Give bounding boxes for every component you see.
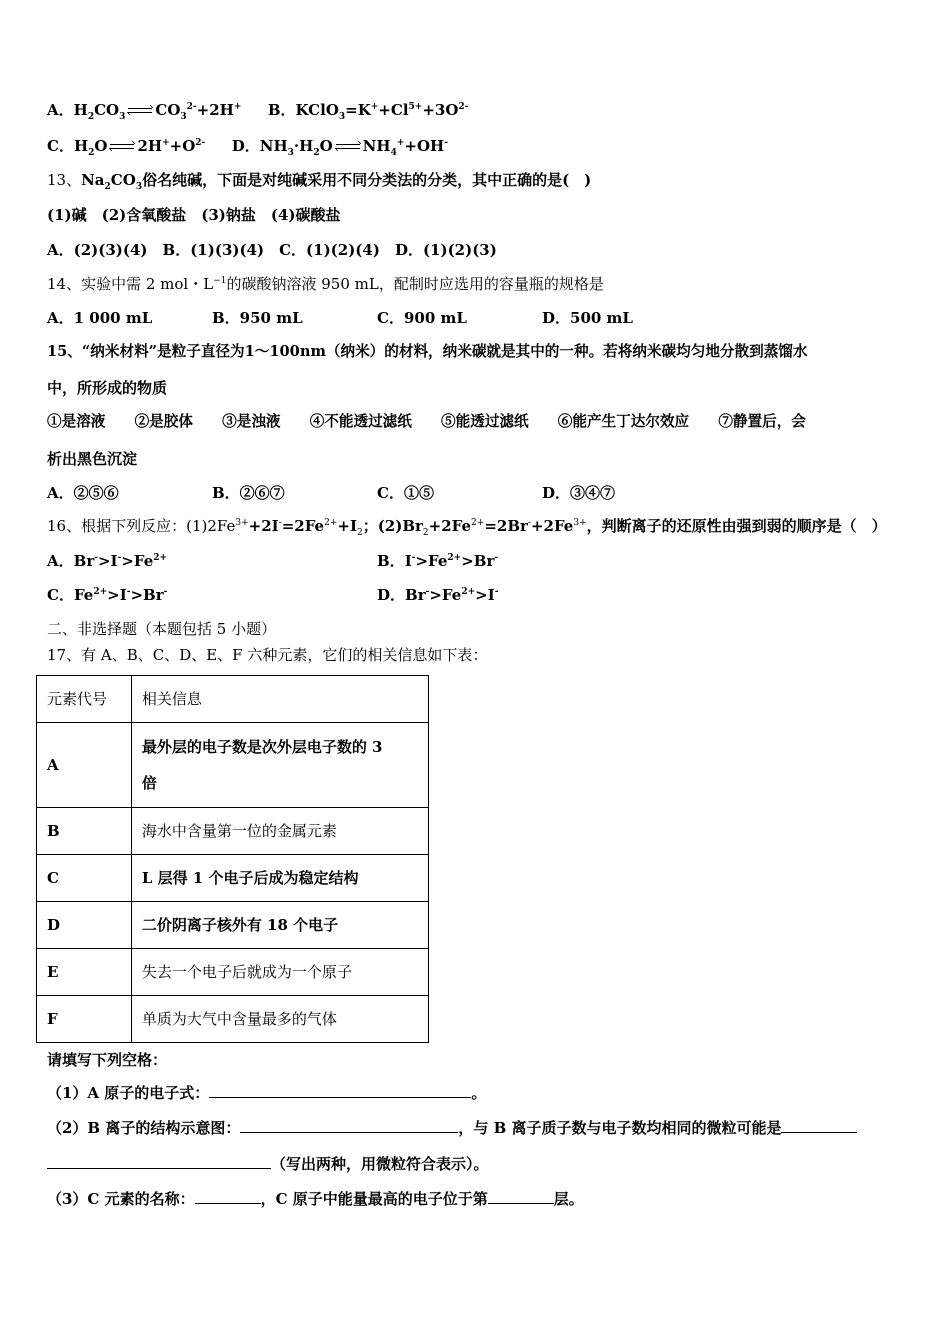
answer-blank[interactable] [240, 1118, 458, 1133]
section-heading: 二、非选择题（本题包括 5 小题） [47, 620, 277, 638]
element-code: B [37, 808, 132, 855]
table-row [37, 949, 429, 996]
element-info: L 层得 1 个电子后成为稳定结构 [131, 855, 428, 902]
q12-option-a: A．$H_2CO_3$ $CO_3^{2-}+2H^+$ [47, 101, 242, 122]
q16-option-b: B．$I^->Fe^{2+}>Br^-$ [377, 552, 499, 570]
element-info: 最外层的电子数是次外层电子数的 3 倍 [131, 723, 428, 808]
q12-option-c: C．$H_2O$ $2H^++O^{2-}$ [47, 137, 206, 158]
element-info: 二价阴离子核外有 18 个电子 [131, 902, 428, 949]
q15-option-b: B．②⑥⑦ [212, 484, 285, 502]
table-row [37, 902, 429, 949]
answer-blank[interactable] [195, 1189, 261, 1204]
reversible-arrow-icon [336, 142, 360, 152]
reversible-arrow-icon [128, 106, 152, 116]
table-header-info: 相关信息 [131, 676, 428, 723]
q15-option-c: C．①⑤ [377, 484, 434, 502]
element-info: 海水中含量第一位的金属元素 [131, 808, 428, 855]
q14-option-c: C．900 mL [377, 309, 467, 327]
table-header-row [37, 676, 429, 723]
element-code: D [37, 902, 132, 949]
answer-blank[interactable] [47, 1154, 271, 1169]
q14-stem: 14、实验中需 2 mol・$L^{-1}$的碳酸钠溶液 950 mL，配制时应选用的容量瓶的规格是 [47, 275, 604, 293]
q17-sub1: （1）A 原子的电子式： 。 [47, 1084, 487, 1102]
q16-option-a: A．$Br^->I^->Fe^{2+}$ [47, 552, 168, 570]
element-info: 单质为大气中含量最多的气体 [131, 996, 428, 1043]
q15-items-line2: 析出黑色沉淀 [47, 450, 138, 468]
q13-items: (1)碱 (2)含氧酸盐 (3)钠盐 (4)碳酸盐 [47, 206, 341, 224]
q12-option-d: D．$NH_3\cdot H_2O$ $NH_4^++OH^-$ [231, 137, 448, 158]
q17-sub2-cont: （写出两种，用微粒符合表示）。 [47, 1154, 489, 1174]
table-header-code: 元素代号 [37, 676, 132, 723]
element-code: E [37, 949, 132, 996]
q14-option-d: D．500 mL [542, 309, 633, 327]
q14-option-b: B．950 mL [212, 309, 303, 327]
q13-options: A．(2)(3)(4) B．(1)(3)(4) C．(1)(2)(4) D．(1)(2)(3) [47, 241, 497, 259]
q17-sub2: （2）B 离子的结构示意图： ，与 B 离子质子数与电子数均相同的微粒可能是 [47, 1118, 857, 1138]
q15-option-a: A．②⑤⑥ [47, 484, 119, 502]
q15-items-line1: ①是溶液 ②是胶体 ③是浊液 ④不能透过滤纸 ⑤能透过滤纸 ⑥能产生丁达尔效应 ⑦静置后，会 [47, 413, 806, 430]
q15-option-d: D．③④⑦ [542, 484, 616, 502]
q12-options-row1 [47, 100, 468, 120]
table-row [37, 808, 429, 855]
table-row [37, 723, 429, 808]
q17-stem: 17、有 A、B、C、D、E、F 六种元素，它们的相关信息如下表： [47, 646, 488, 664]
element-code: A [37, 723, 132, 808]
answer-blank[interactable] [209, 1083, 471, 1098]
q16-stem: 16、根据下列反应：$(1)2Fe^{3+}+2I^-=2Fe^{2+}+I_2$；$(2)Br_2+2Fe^{2+}=2Br^-+2Fe^{3+}$，判断离子的还原性由强到弱的顺序是（ ） [47, 517, 887, 538]
fill-prompt: 请填写下列空格： [47, 1051, 168, 1069]
element-code: C [37, 855, 132, 902]
q15-stem-line2: 中，所形成的物质 [47, 379, 168, 397]
answer-blank[interactable] [488, 1189, 554, 1204]
q16-option-c: C．$Fe^{2+}>I^->Br^-$ [47, 586, 168, 604]
q17-sub3: （3）C 元素的名称： ，C 原子中能量最高的电子位于第 层。 [47, 1190, 584, 1208]
element-code: F [37, 996, 132, 1043]
table-row [37, 996, 429, 1043]
q13-stem: 13、$Na_2CO_3$俗名纯碱，下面是对纯碱采用不同分类法的分类，其中正确的是( ) [47, 171, 592, 192]
q12-option-b: B．$KClO_3=K^++Cl^{5+}+3O^{2-}$ [267, 101, 469, 122]
reversible-arrow-icon [110, 142, 134, 152]
q12-options-row2 [47, 136, 448, 156]
table-row [37, 855, 429, 902]
element-info: 失去一个电子后就成为一个原子 [131, 949, 428, 996]
answer-blank[interactable] [781, 1118, 857, 1133]
q14-option-a: A．1 000 mL [47, 309, 153, 327]
element-info-table [36, 675, 429, 1043]
q15-stem-line1: 15、“纳米材料”是粒子直径为1～100nm（纳米）的材料，纳米碳就是其中的一种。若将纳米碳均匀地分散到蒸馏水 [47, 343, 808, 360]
q16-option-d: D．$Br^->Fe^{2+}>I^-$ [377, 586, 499, 604]
